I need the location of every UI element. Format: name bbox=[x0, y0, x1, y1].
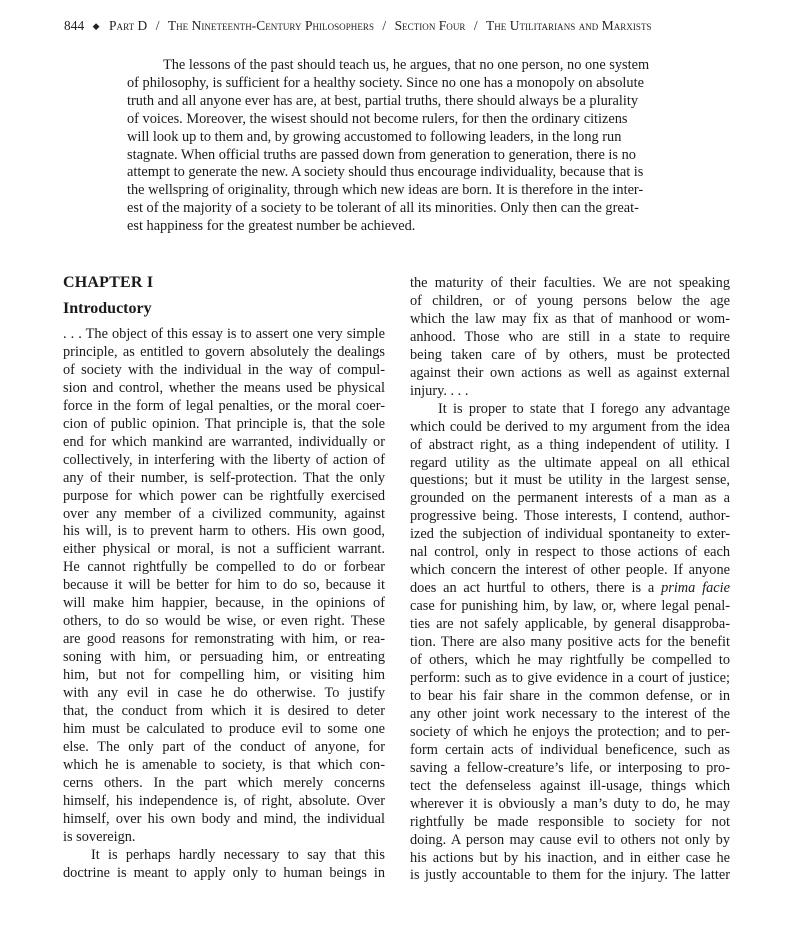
body-line: He cannot rightfully be compelled to do or forbear bbox=[63, 559, 385, 576]
body-line: are good reasons for remonstrating with him, or rea- bbox=[63, 631, 385, 648]
body-line: soning with him, or persuading him, or entreating bbox=[63, 649, 385, 666]
body-line: that, the conduct from which it is desired to deter bbox=[63, 703, 385, 720]
body-line: anhood. Those who are still in a state to require bbox=[410, 328, 730, 345]
body-line: his actions but by his inaction, and in either case he bbox=[410, 849, 730, 866]
body-line: himself, over his own body and mind, the individual bbox=[63, 810, 385, 827]
intro-line: est of the majority of a society to be tolerant of all its minorities. Only then can the great- bbox=[127, 200, 639, 217]
section-title: The Utilitarians and Marxists bbox=[486, 18, 652, 33]
body-line: principle, as entitled to govern absolutely the dealings bbox=[63, 343, 385, 360]
intro-line: attempt to generate the new. A society should thus encourage individuality, because that is bbox=[127, 164, 644, 181]
intro-line: truth and all anyone ever has are, at best, partial truths, there should always be a plurality bbox=[127, 92, 639, 109]
part-title: The Nineteenth-Century Philosophers bbox=[167, 18, 374, 33]
italic-phrase: prima facie bbox=[661, 580, 730, 597]
body-line: the maturity of their faculties. We are not speaking bbox=[410, 275, 730, 291]
left-column bbox=[63, 273, 385, 883]
body-line: form certain acts of individual beneficence, such as bbox=[410, 741, 730, 758]
body-line: progressive being. Those interests, I contend, author- bbox=[410, 508, 730, 525]
body-line: society of which he enjoys the protection; and to per- bbox=[410, 723, 730, 740]
body-line: force in the form of legal penalties, or the moral coer- bbox=[63, 397, 385, 414]
body-line: ized the subjection of individual spontaneity to exter- bbox=[410, 526, 730, 543]
part-label: Part D bbox=[109, 18, 148, 33]
body-line: of others, which he may rightfully be compelled to bbox=[410, 652, 730, 669]
body-line: perform: such as to give evidence in a court of justice; bbox=[410, 669, 730, 686]
body-line: tion. There are also many positive acts for the benefit bbox=[410, 634, 730, 651]
body-line: either physical or moral, is not a sufficient warrant. bbox=[63, 541, 385, 558]
intro-line: of voices. Moreover, the wisest should not become rulers, for then the ordinary citizens bbox=[127, 110, 628, 127]
body-line: cion of public opinion. That principle is, that the sole bbox=[63, 415, 385, 432]
body-line: questions; but it must be utility in the largest sense, bbox=[410, 472, 730, 489]
body-line: of abstract right, as a thing independent of utility. I bbox=[410, 436, 730, 453]
intro-line: est happiness for the greatest number be achieved. bbox=[127, 218, 416, 235]
body-line: wherever it is obviously a man’s duty to do, he may bbox=[410, 795, 730, 812]
chapter-title: CHAPTER I bbox=[63, 274, 154, 291]
body-line: saving a fellow-creature’s life, or interposing to pro- bbox=[410, 759, 730, 776]
diamond-bullet-icon: ◆ bbox=[92, 21, 100, 31]
body-line: which could be derived to my argument from the idea bbox=[410, 418, 730, 435]
divider: / bbox=[382, 18, 387, 33]
chapter-subtitle: Introductory bbox=[63, 300, 152, 317]
body-line: is justly accountable to them for the injury. The latter bbox=[410, 867, 730, 884]
body-line: against their own actions as well as against external bbox=[410, 364, 730, 381]
body-line: others, to do so would be wise, or even right. These bbox=[63, 613, 385, 630]
body-line: It is perhaps hardly necessary to say that this bbox=[91, 846, 385, 863]
body-line: with any evil in case he do otherwise. To justify bbox=[63, 685, 385, 702]
body-line: him, but not for compelling him, or visiting him bbox=[63, 667, 385, 684]
body-line: because it will be better for him to do so, because it bbox=[63, 577, 385, 594]
body-line: to bear his fair share in the common defense, or in bbox=[410, 687, 730, 704]
body-line: being taken care of by others, must be protected bbox=[410, 346, 730, 363]
intro-line: the wellspring of originality, through which new ideas are born. It is therefore in the inter- bbox=[127, 182, 644, 199]
body-line: purpose for which power can be rightfully exercised bbox=[63, 487, 385, 504]
body-line: collectively, in interfering with the liberty of action of bbox=[63, 451, 385, 468]
divider: / bbox=[473, 18, 478, 33]
body-line: doctrine is meant to apply only to human beings in bbox=[63, 864, 385, 881]
body-line: him must be calculated to produce evil to some one bbox=[63, 720, 385, 737]
body-line: rightfully be made responsible to society for not bbox=[410, 813, 730, 830]
body-line: is sovereign. bbox=[63, 828, 136, 845]
body-line: nal control, only in respect to those actions of each bbox=[410, 544, 730, 561]
intro-line: The lessons of the past should teach us, he argues, that no one person, no one system bbox=[163, 57, 650, 73]
right-column bbox=[410, 275, 730, 885]
body-line: which he is amenable to society, is that which con- bbox=[63, 756, 385, 773]
body-text: does an act hurtful to others, there is a bbox=[410, 580, 662, 597]
body-line: over any member of a civilized community, against bbox=[63, 505, 385, 522]
body-line: end for which mankind are warranted, individually or bbox=[63, 433, 385, 450]
intro-paragraph bbox=[127, 57, 668, 236]
body-line: case for punishing him, by law, or, where legal penal- bbox=[410, 598, 730, 615]
body-line: which the law may fix as that of manhood or wom- bbox=[410, 310, 730, 327]
body-line: injury. . . . bbox=[410, 382, 469, 399]
page-number: 844 bbox=[64, 18, 85, 33]
body-line: doing. A person may cause evil to others not only by bbox=[410, 831, 730, 848]
body-line-with-italic bbox=[410, 580, 730, 598]
body-line: . . . The object of this essay is to assert one very simple bbox=[63, 326, 385, 342]
body-line: any other joint work necessary to the interest of the bbox=[410, 705, 730, 722]
running-head bbox=[64, 18, 744, 34]
body-line: of society with the individual in the way of compul- bbox=[63, 361, 385, 378]
body-line: grounded on the permanent interests of a man as a bbox=[410, 490, 730, 507]
body-line: regard utility as the ultimate appeal on all ethical bbox=[410, 454, 730, 471]
body-line: ties are not safely applicable, by general disapproba- bbox=[410, 616, 730, 633]
body-line: any of their number, is self-protection. That the only bbox=[63, 469, 385, 486]
intro-line: of philosophy, is sufficient for a healthy society. Since no one has a monopoly on absolute bbox=[127, 74, 644, 91]
divider: / bbox=[155, 18, 160, 33]
body-line: himself, his independence is, of right, absolute. Over bbox=[63, 792, 385, 809]
body-line: will make him happier, because, in the opinions of bbox=[63, 595, 385, 612]
body-line: tect the defenseless against ill-usage, things which bbox=[410, 777, 730, 794]
body-line: cerns others. In the part which merely concerns bbox=[63, 774, 385, 791]
body-line: of children, or of young persons below the age bbox=[410, 292, 730, 309]
body-line: else. The only part of the conduct of anyone, for bbox=[63, 738, 385, 755]
intro-line: will look up to them and, by growing accustomed to following leaders, in the long run bbox=[127, 128, 622, 145]
body-line: his will, is to prevent harm to others. His own good, bbox=[63, 523, 385, 540]
body-line: It is proper to state that I forego any advantage bbox=[438, 400, 730, 417]
intro-line: stagnate. When official truths are passed down from generation to generation, there is no bbox=[127, 146, 636, 163]
body-line: sion and control, whether the means used be physical bbox=[63, 379, 385, 396]
section-label: Section Four bbox=[394, 18, 466, 33]
body-line: which concern the interest of other people. If anyone bbox=[410, 562, 730, 579]
